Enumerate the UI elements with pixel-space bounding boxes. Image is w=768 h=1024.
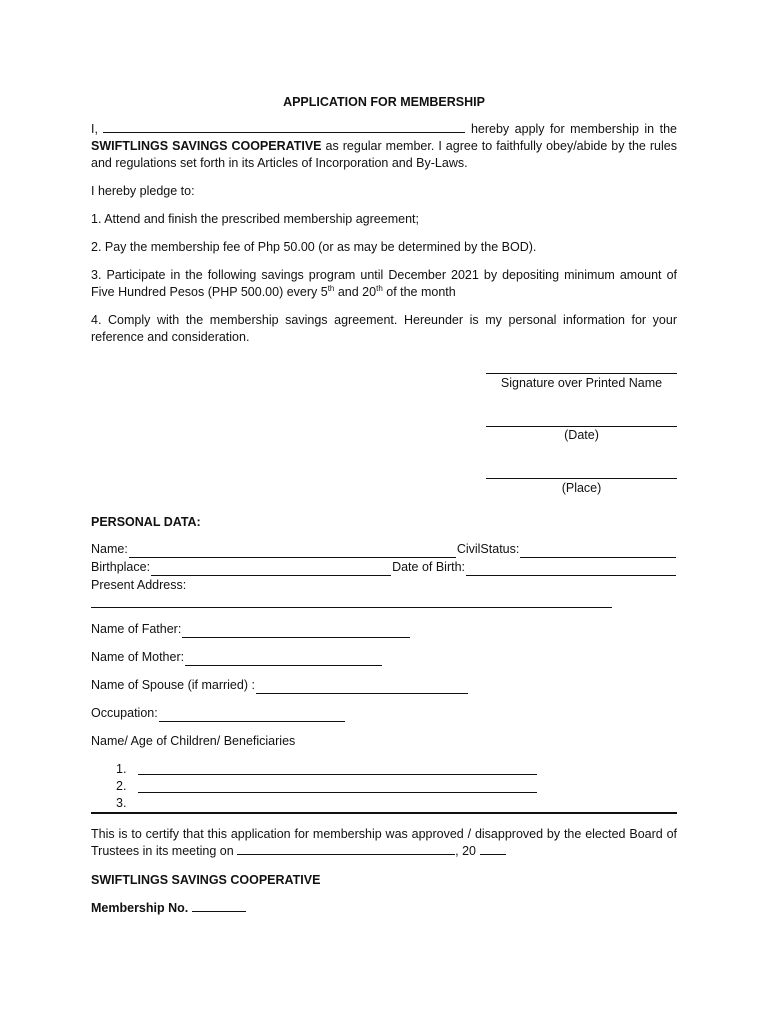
- dob-label: Date of Birth:: [392, 560, 466, 574]
- intro-rest: as regular member. I agree to faithfully obey/abide by the rules and regulations set forth in its Articles of Incorporation and By-Laws.: [91, 139, 677, 170]
- pledge-4: 4. Comply with the membership savings agreement. Hereunder is my personal information for your reference and consideration.: [91, 313, 677, 344]
- civil-status-label: CivilStatus:: [456, 542, 520, 556]
- signature-line[interactable]: [486, 372, 677, 374]
- certify-text-b: , 20: [455, 844, 477, 858]
- section-divider: [91, 812, 677, 814]
- spouse-row: [91, 677, 469, 694]
- pledge-3-sup-2: th: [376, 283, 383, 293]
- membership-no-row: [91, 900, 246, 917]
- intro-paragraph: [91, 121, 677, 172]
- father-field[interactable]: [182, 625, 410, 638]
- name-label: Name:: [91, 542, 128, 556]
- children-label: Name/ Age of Children/ Beneficiaries: [91, 734, 296, 748]
- membership-no-label: Membership No.: [91, 901, 189, 915]
- father-row: [91, 621, 411, 638]
- child-field-1[interactable]: [138, 773, 537, 775]
- pledge-3: [91, 267, 677, 301]
- signature-label: Signature over Printed Name: [500, 376, 663, 390]
- birth-row: [91, 559, 677, 576]
- name-field[interactable]: [129, 545, 456, 558]
- meeting-year-field[interactable]: [480, 843, 506, 855]
- intro-prefix: I,: [91, 122, 98, 136]
- address-field[interactable]: [91, 606, 612, 608]
- pledge-3-text-a: 3. Participate in the following savings program until December 2021 by depositing minimum amount of Five Hundred Pesos (PHP 500.00) every 5: [91, 268, 677, 299]
- pledge-1: 1. Attend and finish the prescribed membership agreement;: [91, 212, 419, 226]
- intro-middle: hereby apply for membership in the: [470, 122, 677, 136]
- birthplace-field[interactable]: [151, 563, 391, 576]
- child-field-2[interactable]: [138, 791, 537, 793]
- address-label: Present Address:: [91, 578, 187, 592]
- child-number-1: 1.: [116, 762, 127, 776]
- spouse-field[interactable]: [256, 681, 468, 694]
- pledge-2: 2. Pay the membership fee of Php 50.00 (or as may be determined by the BOD).: [91, 240, 537, 254]
- occupation-row: [91, 705, 346, 722]
- place-line[interactable]: [486, 477, 677, 479]
- meeting-date-field[interactable]: [237, 843, 455, 855]
- mother-label: Name of Mother:: [91, 650, 185, 664]
- applicant-name-blank[interactable]: [103, 121, 465, 133]
- date-label: (Date): [564, 428, 599, 442]
- dob-field[interactable]: [466, 563, 676, 576]
- child-number-2: 2.: [116, 779, 127, 793]
- pledge-3-sup-1: th: [327, 283, 335, 293]
- child-number-3: 3.: [116, 796, 127, 810]
- civil-status-field[interactable]: [520, 545, 676, 558]
- personal-data-heading: PERSONAL DATA:: [91, 515, 201, 529]
- place-label: (Place): [561, 481, 602, 495]
- membership-no-field[interactable]: [192, 900, 246, 912]
- occupation-field[interactable]: [159, 709, 345, 722]
- form-title: APPLICATION FOR MEMBERSHIP: [283, 95, 485, 109]
- spouse-label: Name of Spouse (if married) :: [91, 678, 255, 692]
- occupation-label: Occupation:: [91, 706, 158, 720]
- pledge-3-text-c: of the month: [382, 285, 456, 299]
- mother-field[interactable]: [185, 653, 382, 666]
- pledge-3-text-b: and 20: [334, 285, 377, 299]
- birthplace-label: Birthplace:: [91, 560, 151, 574]
- intro-coop-name: SWIFTLINGS SAVINGS COOPERATIVE: [91, 139, 322, 153]
- certify-paragraph: [91, 826, 677, 860]
- footer-coop-name: SWIFTLINGS SAVINGS COOPERATIVE: [91, 873, 321, 887]
- mother-row: [91, 649, 383, 666]
- father-label: Name of Father:: [91, 622, 182, 636]
- name-civil-status-row: [91, 541, 677, 558]
- certify-text-a: This is to certify that this application for membership was approved / disapproved by the elected Board of Trustees in its meeting on: [91, 827, 677, 858]
- pledge-intro: I hereby pledge to:: [91, 184, 195, 198]
